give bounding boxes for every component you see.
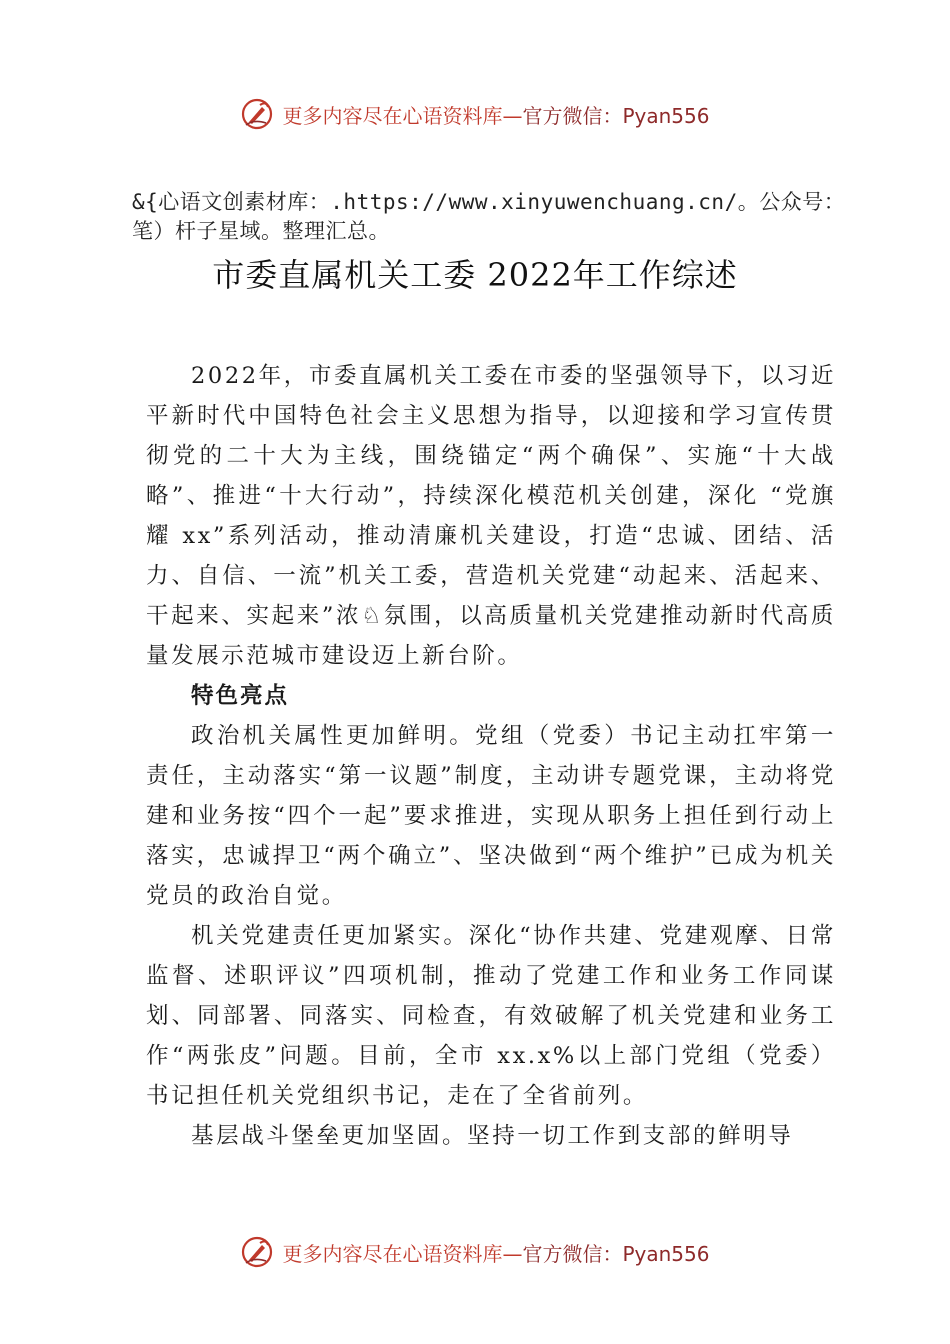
document-title: 市委直属机关工委 2022年工作综述	[212, 256, 738, 294]
document-body	[146, 356, 836, 1156]
banner-text: 更多内容尽在心语资料库—官方微信：Pyan556	[282, 103, 710, 128]
pen-logo-icon	[240, 97, 274, 131]
body-paragraph: 政治机关属性更加鲜明。党组（党委）书记主动扛牢第一责任，主动落实“第一议题”制度，主动讲专题党课，主动将党建和业务按“四个一起”要求推进，实现从职务上担任到行动上落实，忠诚捍卫“两个确立”、坚决做到“两个维护”已成为机关党员的政治自觉。	[146, 723, 836, 909]
pen-logo-icon	[240, 1235, 274, 1269]
section-heading: 特色亮点	[191, 683, 290, 709]
header-watermark-banner	[0, 94, 950, 134]
footer-watermark-banner	[0, 1232, 950, 1272]
body-paragraph: 机关党建责任更加紧实。深化“协作共建、党建观摩、日常监督、述职评议”四项机制，推动了党建工作和业务工作同谋划、同部署、同落实、同检查，有效破解了机关党建和业务工作“两张皮”问题。目前，全市 xx.x%以上部门党组（党委）书记担任机关党组织书记，走在了全省前列。	[146, 923, 836, 1109]
banner-text: 更多内容尽在心语资料库—官方微信：Pyan556	[282, 1241, 710, 1266]
body-paragraph: 基层战斗堡垒更加坚固。坚持一切工作到支部的鲜明导	[191, 1123, 794, 1149]
intro-paragraph: 2022年，市委直属机关工委在市委的坚强领导下，以习近平新时代中国特色社会主义思想为指导，以迎接和学习宣传贯彻党的二十大为主线，围绕锚定“两个确保”、实施“十大战略”、推进“十大行动”，持续深化模范机关创建，深化 “党旗耀 xx”系列活动，推动清廉机关建设，打造“忠诚、团结、活力、自信、一流”机关工委，营造机关党建“动起来、活起来、干起来、实起来”浓♘氛围，以高质量机关党建推动新时代高质量发展示范城市建设迈上新台阶。	[146, 363, 836, 669]
source-attribution-line: &{心语文创素材库：.https://www.xinyuwenchuang.cn/。公众号：笔）杆子星域。整理汇总。	[132, 190, 846, 243]
